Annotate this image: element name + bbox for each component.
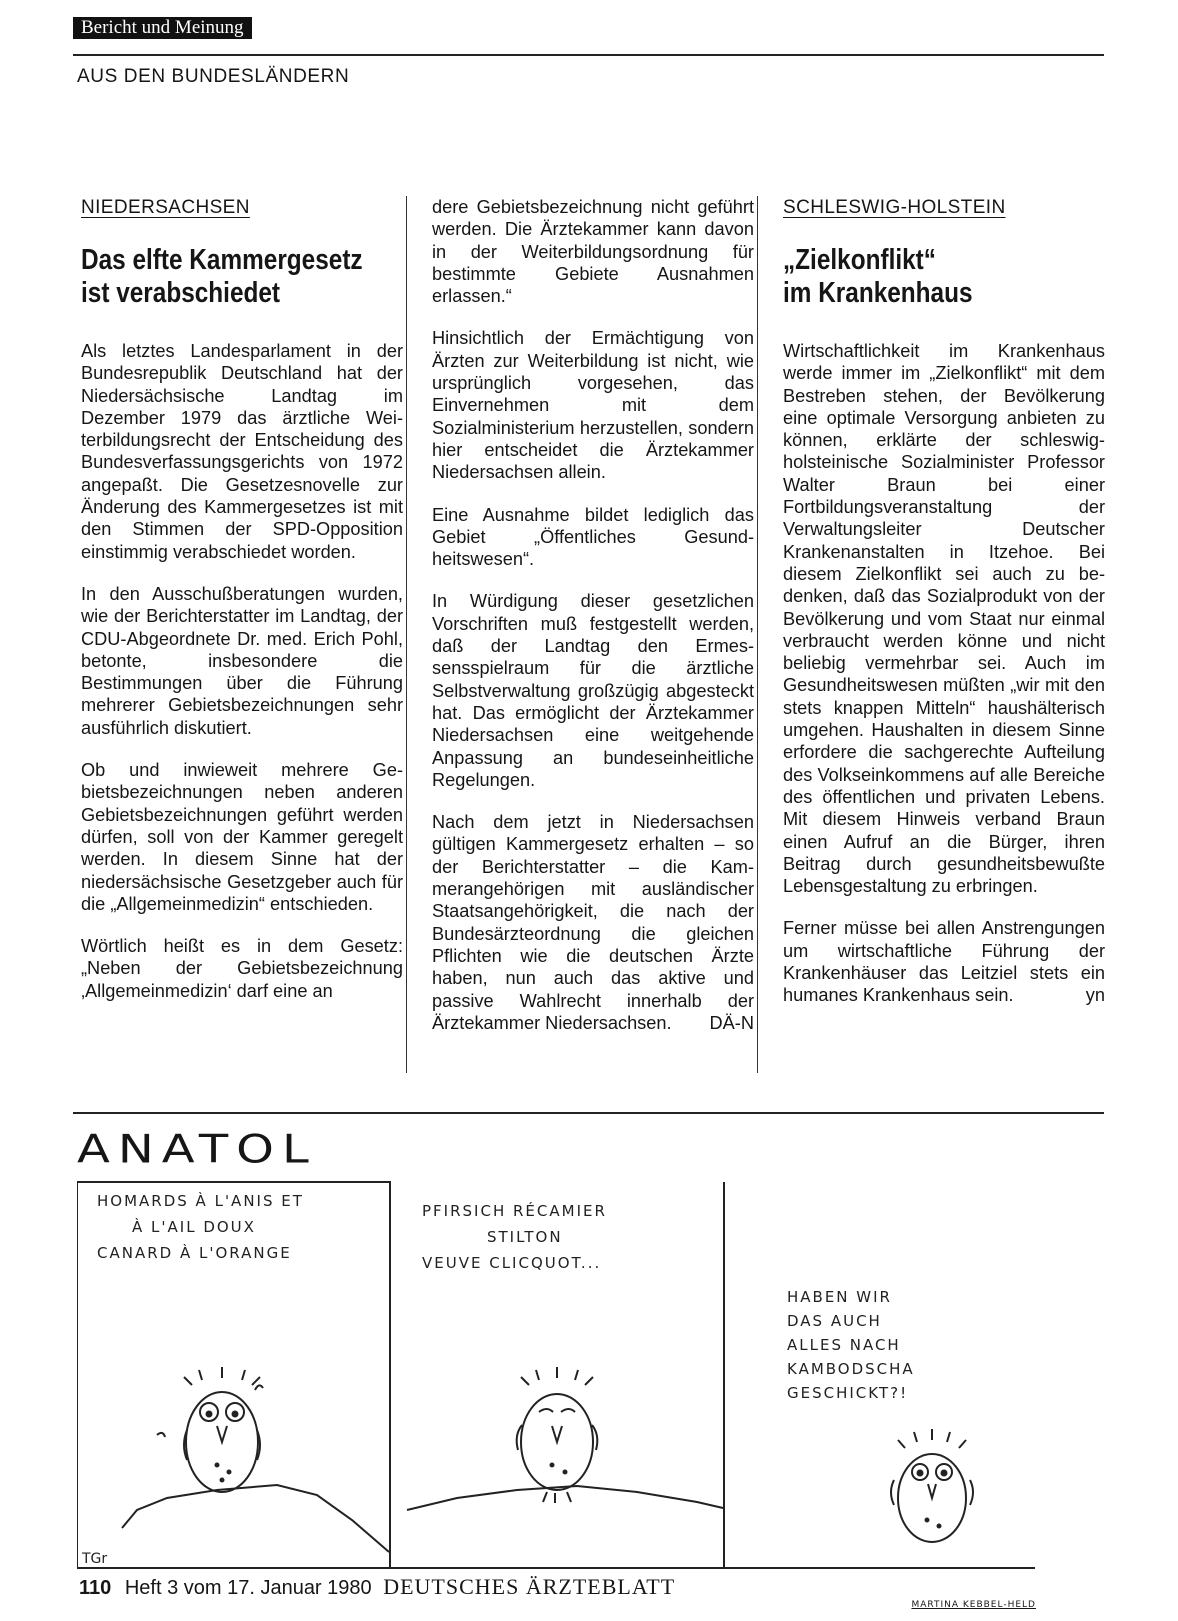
article-paragraph: Wörtlich heißt es in dem Gesetz: „Neben der Gebietsbezeichnung ‚Allgemeinmedizin‘ darf eine an xyxy=(81,936,403,1001)
article-paragraph: Als letztes Landesparlament in der Bundesrepublik Deutschland hat der Niedersächsische Landtag im Dezember 1979 das ärztliche Weiterbildungsrecht der Entscheidung des Bundesverfassungsgerichts von 1972 angepaßt. Die Gesetzesnovelle zur Änderung des Kammergesetzes ist mit den Stimmen der SPD-Opposition einstimmig verabschiedet worden. xyxy=(81,341,403,562)
headline-line: Das elfte Kammergesetz xyxy=(81,244,363,276)
owl-bird-icon xyxy=(517,1367,598,1503)
hill-outline xyxy=(122,1485,389,1552)
article-paragraph: Wirtschaftlichkeit im Krankenhaus werde immer im „Zielkonflikt“ mit dem Bestreben stehen, der Bevölkerung eine optimale Versorgung anbieten zu können, erklärte der schleswig-holsteinische Sozialminister Professor Walter Braun bei einer Fortbildungsveranstaltung der Verwaltungsleiter Deutscher Krankenanstalten in Itzehoe. Bei diesem Zielkonflikt sei auch zu bedenken, daß das Sozialprodukt von der Bevölkerung und vom Staat nur einmal verbraucht werden könne und nicht beliebig vermehrbar sei. Auch im Gesundheitswesen müßten „wir mit den stets knappen Mitteln“ haushälterisch umgehen. Haushalten in diesem Sinne erfordere die sachgerechte Aufteilung des Volkseinkommens auf alle Bereiche des öffentlichen und privaten Lebens. Mit diesem Hinweis verband Braun einen Aufruf an die Bürger, ihren Beitrag durch gesundheitsbewußte Lebensgestaltung zu erbringen. xyxy=(783,341,1105,897)
article-paragraph: In den Ausschußberatungen wurden, wie der Berichterstatter im Landtag, der CDU-Abgeordnete Dr. med. Erich Pohl, betonte, insbesondere die Bestimmungen über die Führung mehrerer Gebietsbezeichnungen sehr ausführlich diskutiert. xyxy=(81,583,403,738)
column-divider xyxy=(757,196,758,1073)
author-signature: DÄ-N xyxy=(709,1012,754,1033)
page-number: 110 xyxy=(79,1577,112,1599)
section-subtitle: AUS DEN BUNDESLÄNDERN xyxy=(77,66,350,87)
speech-line: PFIRSICH RÉCAMIER xyxy=(422,1202,607,1220)
paragraph-text: Ferner müsse bei allen Anstrengungen um wirtschaftliche Führung der Krankenhäuser das Leitziel stets ein humanes Krankenhaus sein. xyxy=(783,918,1105,1006)
speech-line: KAMBODSCHA xyxy=(787,1360,915,1378)
speech-line: VEUVE CLICQUOT... xyxy=(422,1254,602,1272)
magazine-name: DEUTSCHES ÄRZTEBLATT xyxy=(383,1574,676,1599)
speech-line: GESCHICKT?! xyxy=(787,1384,909,1402)
speech-line: À L'AIL DOUX xyxy=(132,1218,256,1236)
owl-bird-icon xyxy=(891,1429,973,1542)
page-footer xyxy=(79,1574,675,1600)
speech-line: HABEN WIR xyxy=(787,1288,892,1306)
comic-rule xyxy=(73,1112,1104,1114)
headline-line: im Krankenhaus xyxy=(783,277,973,309)
headline-line: ist verabschiedet xyxy=(81,277,281,309)
article-paragraph: Eine Ausnahme bildet lediglich das Gebiet „Öffentliches Gesundheitswesen“. xyxy=(432,504,754,570)
artist-mark: TGr xyxy=(82,1551,108,1567)
region-kicker: SCHLESWIG-HOLSTEIN xyxy=(783,197,1006,218)
column-divider xyxy=(406,196,407,1073)
article-niedersachsen-col1 xyxy=(81,196,403,1002)
region-kicker: NIEDERSACHSEN xyxy=(81,197,250,218)
issue-info: Heft 3 vom 17. Januar 1980 xyxy=(124,1577,372,1599)
article-schleswig-holstein xyxy=(783,196,1105,1007)
article-niedersachsen-col2 xyxy=(432,196,754,1034)
article-paragraph xyxy=(432,811,754,1034)
article-headline xyxy=(81,244,409,310)
panel-1-frame xyxy=(77,1182,390,1568)
comic-credit xyxy=(911,1594,1036,1612)
speech-line: CANARD À L'ORANGE xyxy=(97,1244,292,1262)
article-paragraph: Hinsichtlich der Ermächtigung von Ärzten zur Weiterbildung ist nicht, wie ursprünglich vorgesehen, das Einvernehmen mit dem Sozialministerium herzustellen, sondern hier entscheidet die Ärztekammer Niedersachsen allein. xyxy=(432,328,754,483)
article-paragraph: In Würdigung dieser gesetzlichen Vorschriften muß festgestellt werden, daß der Landtag den Ermessensspielraum für die ärztliche Selbstverwaltung großzügig abgesteckt hat. Das ermöglicht der Ärztekammer Niedersachsen eine weitgehende Anpassung an bundeseinheitliche Regelungen. xyxy=(432,591,754,790)
owl-bird-icon xyxy=(157,1367,263,1492)
comic-title: ANATOL xyxy=(77,1126,317,1173)
author-signature: yn xyxy=(1085,985,1105,1006)
comic-strip xyxy=(77,1180,1077,1600)
speech-line: STILTON xyxy=(487,1228,563,1246)
article-paragraph: dere Gebietsbezeichnung nicht geführt werden. Die Ärztekammer kann davon in der Weiterbildungsordnung für bestimmte Gebiete Ausnahmen erlassen.“ xyxy=(432,197,754,307)
section-tag: Bericht und Meinung xyxy=(73,17,252,39)
credit-text: MARTINA KEBBEL-HELD xyxy=(911,1600,1036,1610)
article-paragraph xyxy=(783,917,1105,1006)
article-headline xyxy=(783,244,1111,310)
speech-line: DAS AUCH xyxy=(787,1312,882,1330)
article-paragraph: Ob und inwieweit mehrere Gebietsbezeichnungen neben anderen Gebietsbezeichnungen geführt werden dürfen, soll von der Kammer geregelt werden. In diesem Sinne hat der niedersächsische Gesetzgeber auch für die „Allgemeinmedizin“ entschieden. xyxy=(81,760,403,914)
speech-line: ALLES NACH xyxy=(787,1336,901,1354)
paragraph-text: Nach dem jetzt in Niedersachsen gültigen Kammergesetz erhalten – so der Berichterstatter – die Kammerangehörigen mit ausländischer Staatsangehörigkeit, die nach der Bundesärzteordnung die gleichen Pflichten wie die deutschen Ärzte haben, nun auch das aktive und passive Wahlrecht innerhalb der Ärztekammer Niedersachsen. xyxy=(432,812,754,1033)
top-rule xyxy=(73,54,1104,56)
headline-line: „Zielkonflikt“ xyxy=(783,244,936,276)
speech-line: HOMARDS À L'ANIS ET xyxy=(97,1192,304,1210)
